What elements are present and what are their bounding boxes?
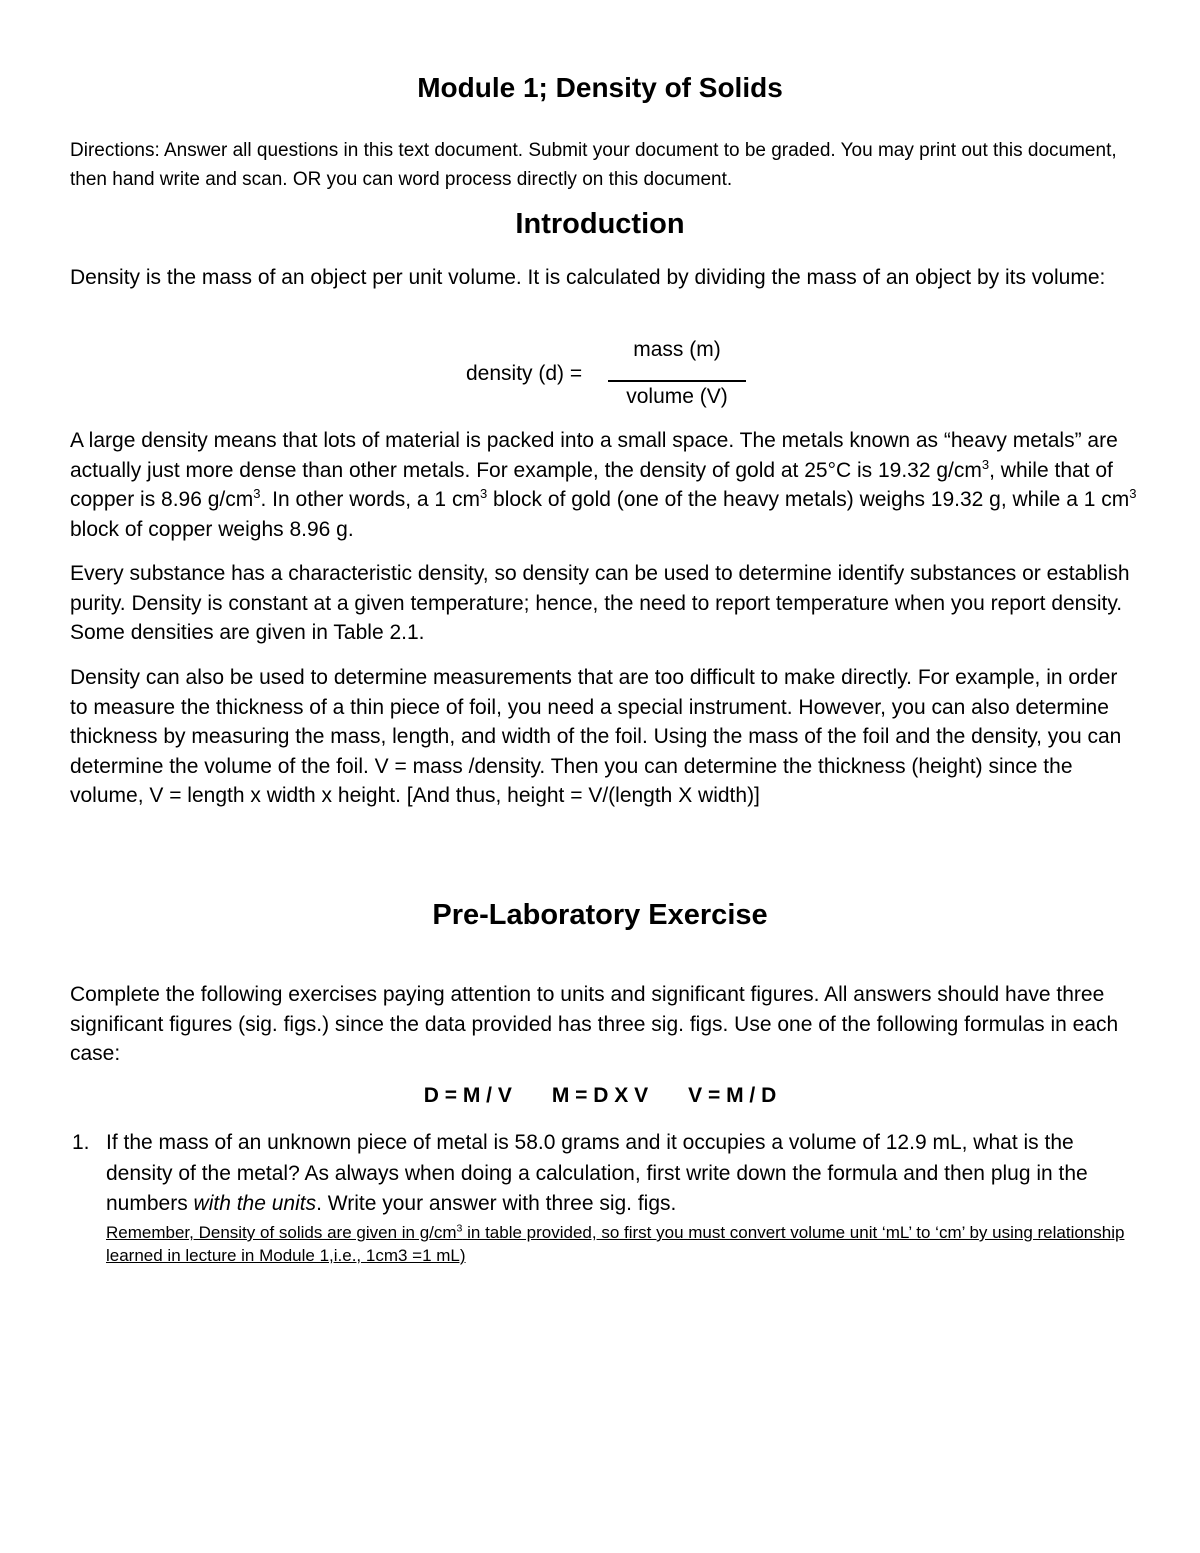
intro-p2-text-5: block of copper weighs 8.96 g. bbox=[70, 517, 354, 541]
page-title: Module 1; Density of Solids bbox=[417, 72, 783, 103]
superscript-3: 3 bbox=[1129, 486, 1137, 502]
prelab-paragraph-1: Complete the following exercises paying attention to units and significant figures. All answers should have three significant figures (sig. figs.) since the data provided has three sig. figs. Use one of the following formulas in each case: bbox=[70, 983, 1119, 1065]
prelab-heading: Pre-Laboratory Exercise bbox=[432, 899, 768, 931]
note-text-before: Remember, Density of solids are given in g/cm bbox=[106, 1223, 457, 1242]
intro-paragraph-1: Density is the mass of an object per unit volume. It is calculated by dividing the mass of an object by its volume: bbox=[70, 266, 1106, 289]
superscript-3: 3 bbox=[479, 486, 488, 502]
question-1-text-before: If the mass of an unknown piece of metal is 58.0 grams and it occupies a volume of 12.9 mL, what is the density of the metal? As always when doing a calculation, first write down the formula and then plug in the numbers bbox=[106, 1131, 1088, 1215]
question-1-italic: with the units bbox=[193, 1192, 317, 1215]
introduction-heading: Introduction bbox=[515, 208, 685, 240]
superscript-3: 3 bbox=[253, 486, 261, 502]
formula-numerator: mass (m) bbox=[633, 338, 721, 361]
question-1-note bbox=[106, 1221, 1140, 1267]
intro-paragraph-2 bbox=[70, 426, 1140, 544]
formula-lhs: density (d) = bbox=[466, 362, 583, 385]
formula-denominator: volume (V) bbox=[626, 385, 728, 408]
question-1-text-after: . Write your answer with three sig. figs. bbox=[316, 1192, 677, 1215]
formula-mass: M = D X V bbox=[551, 1084, 649, 1107]
intro-p2-text-1: A large density means that lots of material is packed into a small space. The metals known as “heavy metals” are actually just more dense than other metals. For example, the density of gold at 25°C is 19.32 g/cm bbox=[70, 429, 1118, 482]
note-text-after: in table provided, so first you must convert volume unit ‘mL’ to ‘cm’ by using relationship learned in lecture in Module 1,i.e., 1cm3 =1 mL) bbox=[106, 1223, 1125, 1265]
question-1-text bbox=[106, 1128, 1140, 1220]
formula-list bbox=[0, 1084, 1200, 1108]
intro-p2-text-2: , while that of copper is 8.96 g/cm bbox=[70, 458, 1113, 511]
intro-paragraph-3: Every substance has a characteristic density, so density can be used to determine identify substances or establish purity. Density is constant at a given temperature; hence, the need to report temperature when you report density. Some densities are given in Table 2.1. bbox=[70, 562, 1130, 644]
superscript-3: 3 bbox=[456, 1222, 463, 1235]
formula-volume: V = M / D bbox=[688, 1084, 777, 1107]
superscript-3: 3 bbox=[981, 456, 990, 472]
directions-text: Directions: Answer all questions in this text document. Submit your document to be graded. You may print out this document, then hand write and scan. OR you can word process directly on this document. bbox=[70, 140, 1117, 190]
formula-density: D = M / V bbox=[423, 1084, 512, 1107]
intro-p2-text-4: block of gold (one of the heavy metals) weighs 19.32 g, while a 1 cm bbox=[487, 488, 1130, 511]
fraction-bar bbox=[608, 380, 746, 382]
intro-paragraph-4: Density can also be used to determine measurements that are too difficult to make directly. For example, in order to measure the thickness of a thin piece of foil, you need a special instrument. However, you can also determine thickness by measuring the mass, length, and width of the foil. Using the mass of the foil and the density, you can determine the volume of the foil. V = mass /density. Then you can determine the thickness (height) since the volume, V = length x width x height. [And thus, height = V/(length X width)] bbox=[70, 666, 1122, 807]
question-1-number: 1. bbox=[72, 1131, 90, 1154]
intro-p2-text-3: . In other words, a 1 cm bbox=[260, 488, 480, 511]
